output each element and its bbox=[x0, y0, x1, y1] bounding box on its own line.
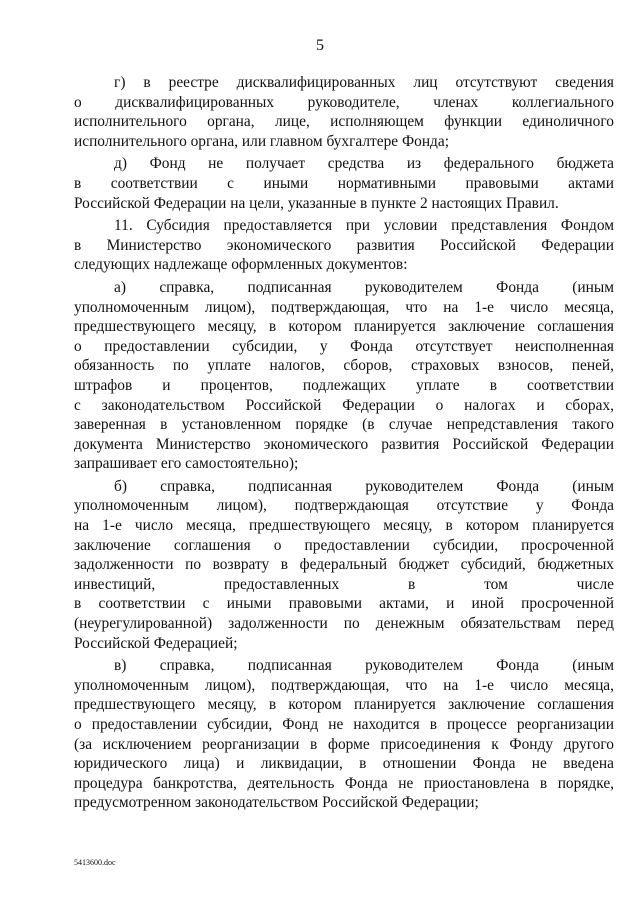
text-line: заключение соглашения о предоставлении субсидии, просроченной bbox=[74, 536, 614, 554]
text-line: предшествующего месяцу, в котором планируется заключение соглашения bbox=[74, 318, 614, 336]
text-line: с законодательством Российской Федерации о налогах и сборах, bbox=[74, 396, 614, 414]
text-line: документа Министерство экономического развития Российской Федерации bbox=[74, 435, 614, 453]
text-line: (за исключением реорганизации в форме присоединения к Фонду другого bbox=[74, 735, 614, 753]
text-line: обязанность по уплате налогов, сборов, страховых взносов, пеней, bbox=[74, 357, 614, 375]
text-line: юридического лица) и ликвидации, в отношении Фонда не введена bbox=[74, 755, 614, 773]
text-line: предшествующего месяцу, в котором планируется заключение соглашения bbox=[74, 696, 614, 714]
text-line: предусмотренном законодательством Российской Федерации; bbox=[74, 794, 479, 812]
text-line: исполнительного органа, или главном бухгалтере Фонда; bbox=[74, 132, 449, 150]
text-line: г) в реестре дисквалифицированных лиц отсутствуют сведения bbox=[114, 74, 614, 91]
paragraph-b bbox=[74, 477, 614, 653]
text-line: в) справка, подписанная руководителем Фонда (иным bbox=[114, 657, 614, 675]
text-line: в соответствии с иными правовыми актами, и иной просроченной bbox=[74, 595, 614, 613]
text-line: б) справка, подписанная руководителем Фонда (иным bbox=[114, 477, 614, 495]
text-line: запрашивает его самостоятельно); bbox=[74, 455, 299, 473]
text-line: в соответствии с иными нормативными правовыми актами bbox=[74, 174, 614, 192]
text-line: уполномоченным лицом), подтверждающая, что на 1-е число месяца, bbox=[74, 676, 614, 694]
text-line: 11. Субсидия предоставляется при условии представления Фондом bbox=[114, 217, 614, 235]
text-line: инвестиций, предоставленных в том числе bbox=[74, 575, 614, 593]
paragraph-11 bbox=[74, 216, 614, 275]
document-body bbox=[74, 73, 614, 816]
text-line: уполномоченным лицом), подтверждающая, что на 1-е число месяца, bbox=[74, 298, 614, 316]
text-line: о дисквалифицированных руководителе, членах коллегиального bbox=[74, 93, 614, 111]
text-line: а) справка, подписанная руководителем Фонда (иным bbox=[114, 278, 614, 296]
page-number: 5 bbox=[316, 37, 324, 54]
text-line: д) Фонд не получает средства из федерального бюджета bbox=[114, 155, 614, 173]
paragraph-v bbox=[74, 656, 614, 813]
text-line: Российской Федерации на цели, указанные в пункте 2 настоящих Правил. bbox=[74, 194, 559, 212]
text-line: Российской Федерацией; bbox=[74, 634, 238, 652]
text-line: (неурегулированной) задолженности по денежным обязательствам перед bbox=[74, 615, 614, 633]
text-line: штрафов и процентов, подлежащих уплате в соответствии bbox=[74, 376, 614, 394]
file-name-footer: 5413600.doc bbox=[74, 858, 116, 867]
text-line: о предоставлении субсидии, у Фонда отсутствует неисполненная bbox=[74, 337, 614, 355]
text-line: заверенная в установленном порядке (в случае непредставления такого bbox=[74, 416, 614, 434]
paragraph-d bbox=[74, 154, 614, 213]
text-line: в Министерство экономического развития Российской Федерации bbox=[74, 236, 614, 254]
text-line: на 1-е число месяца, предшествующего месяцу, в котором планируется bbox=[74, 517, 614, 535]
text-line: задолженности по возврату в федеральный бюджет субсидий, бюджетных bbox=[74, 556, 614, 574]
text-line: исполнительного органа, лице, исполняющем функции единоличного bbox=[74, 113, 614, 131]
text-line: следующих надлежаще оформленных документов: bbox=[74, 256, 408, 274]
text-line: уполномоченным лицом), подтверждающая отсутствие у Фонда bbox=[74, 497, 614, 515]
paragraph-a bbox=[74, 278, 614, 474]
paragraph-g bbox=[74, 73, 614, 151]
text-line: процедура банкротства, деятельность Фонда не приостановлена в порядке, bbox=[74, 774, 614, 792]
text-line: о предоставлении субсидии, Фонд не находится в процессе реорганизации bbox=[74, 716, 614, 733]
